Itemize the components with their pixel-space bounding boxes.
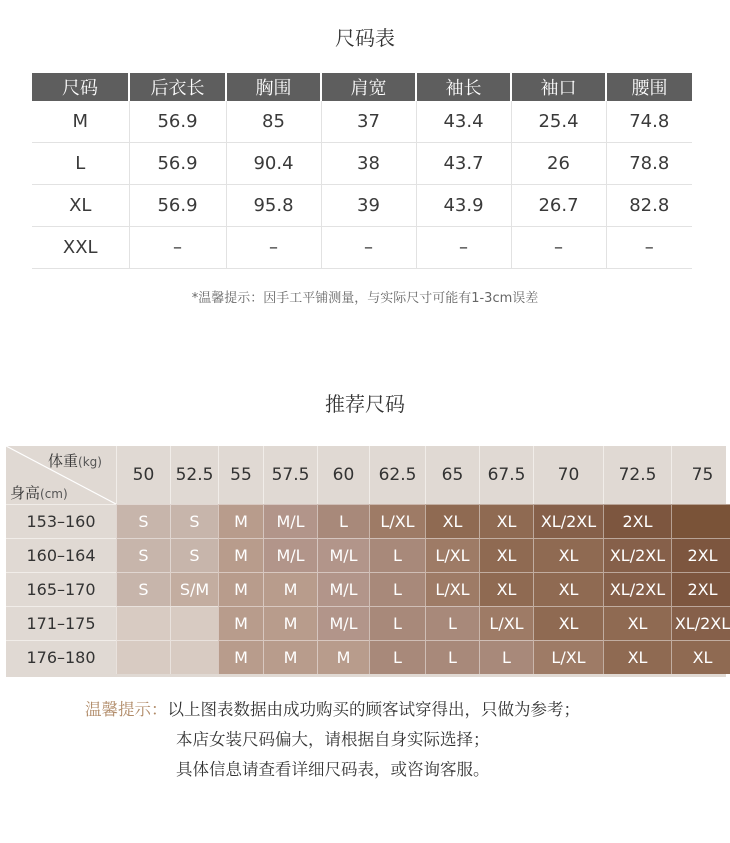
recommend-cell: L/XL (425, 538, 479, 572)
tips-line-3: 具体信息请查看详细尺码表，或咨询客服。 (176, 760, 490, 779)
recommend-cell: L (369, 572, 425, 606)
table-row (32, 143, 692, 185)
weight-header-cell: 72.5 (603, 446, 671, 504)
weight-header-cell: 50 (116, 446, 170, 504)
size-chart-header-row (32, 73, 692, 101)
weight-header-cell: 57.5 (263, 446, 317, 504)
recommend-cell: L (425, 606, 479, 640)
size-chart-table (32, 73, 692, 269)
table-cell: 85 (226, 101, 321, 143)
table-cell: – (606, 227, 692, 269)
weight-header-cell: 62.5 (369, 446, 425, 504)
recommend-cell (116, 606, 170, 640)
weight-header-cell: 52.5 (170, 446, 218, 504)
recommend-cell: M (218, 572, 263, 606)
height-header-cell: 160–164 (6, 538, 116, 572)
recommend-cell: XL (671, 640, 730, 674)
recommend-cell (116, 640, 170, 674)
table-cell: 56.9 (129, 185, 226, 227)
recommend-cell: M (263, 572, 317, 606)
recommend-cell: M/L (263, 538, 317, 572)
recommend-cell: M (218, 538, 263, 572)
recommend-cell: S/M (170, 572, 218, 606)
recommend-cell: XL (533, 572, 603, 606)
table-cell: 90.4 (226, 143, 321, 185)
recommend-cell: M (263, 606, 317, 640)
weight-label: 体重 (48, 452, 79, 470)
height-axis-label (10, 482, 68, 503)
height-label: 身高 (10, 484, 41, 502)
recommend-cell: XL (479, 572, 533, 606)
recommend-cell: XL/2XL (671, 606, 730, 640)
header-cell: 胸围 (226, 73, 321, 101)
measurement-note: *温馨提示：因手工平铺测量，与实际尺寸可能有1-3cm误差 (191, 291, 539, 306)
header-cell: 肩宽 (321, 73, 416, 101)
recommend-cell: M (218, 606, 263, 640)
recommend-cell: XL (603, 640, 671, 674)
weight-unit: (kg) (78, 455, 102, 469)
recommend-cell: 2XL (671, 572, 730, 606)
table-row (32, 101, 692, 143)
recommend-cell: XL (533, 538, 603, 572)
table-cell: 43.7 (416, 143, 511, 185)
recommend-cell (671, 504, 730, 538)
size-cell: L (32, 143, 129, 185)
recommend-cell: XL (479, 504, 533, 538)
recommend-cell: XL/2XL (533, 504, 603, 538)
header-cell: 尺码 (32, 73, 129, 101)
table-cell: – (321, 227, 416, 269)
weight-axis-label (48, 450, 102, 471)
height-header-cell: 153–160 (6, 504, 116, 538)
table-row (32, 227, 692, 269)
table-cell: – (511, 227, 606, 269)
weight-header-cell: 65 (425, 446, 479, 504)
tips-line-2: 本店女装尺码偏大，请根据自身实际选择； (176, 730, 490, 749)
weight-header-cell: 75 (671, 446, 730, 504)
tips-block (85, 695, 580, 785)
recommend-cell: M (218, 504, 263, 538)
recommend-cell: M/L (317, 606, 369, 640)
recommend-cell: XL (603, 606, 671, 640)
recommend-cell (170, 640, 218, 674)
size-chart-title: 尺码表 (335, 26, 395, 50)
table-cell: 38 (321, 143, 416, 185)
weight-header-cell: 60 (317, 446, 369, 504)
recommend-cell: 2XL (603, 504, 671, 538)
recommend-cell: L/XL (479, 606, 533, 640)
height-header-cell: 171–175 (6, 606, 116, 640)
recommend-cell: S (170, 504, 218, 538)
size-cell: XL (32, 185, 129, 227)
table-cell: 25.4 (511, 101, 606, 143)
corner-header (6, 446, 116, 504)
table-row (32, 185, 692, 227)
recommend-cell: XL/2XL (603, 572, 671, 606)
recommend-cell: M (317, 640, 369, 674)
table-cell: 74.8 (606, 101, 692, 143)
header-cell: 腰围 (606, 73, 692, 101)
height-header-cell: 176–180 (6, 640, 116, 674)
table-cell: 26.7 (511, 185, 606, 227)
header-cell: 袖口 (511, 73, 606, 101)
header-cell: 袖长 (416, 73, 511, 101)
recommend-cell: L (369, 538, 425, 572)
table-cell: 82.8 (606, 185, 692, 227)
recommend-cell: L (317, 504, 369, 538)
table-cell: 56.9 (129, 143, 226, 185)
weight-header-cell: 67.5 (479, 446, 533, 504)
header-cell: 后衣长 (129, 73, 226, 101)
recommend-cell: XL/2XL (603, 538, 671, 572)
recommend-grid (6, 446, 730, 677)
table-cell: 95.8 (226, 185, 321, 227)
table-cell: 43.4 (416, 101, 511, 143)
recommend-cell: L/XL (533, 640, 603, 674)
weight-header-cell: 55 (218, 446, 263, 504)
table-cell: 78.8 (606, 143, 692, 185)
recommend-cell: S (116, 538, 170, 572)
recommend-cell: S (170, 538, 218, 572)
recommend-cell: S (116, 504, 170, 538)
recommend-cell: L/XL (425, 572, 479, 606)
recommend-cell: L (425, 640, 479, 674)
recommend-cell: 2XL (671, 538, 730, 572)
height-unit: (cm) (40, 487, 68, 501)
size-cell: M (32, 101, 129, 143)
recommend-cell: XL (425, 504, 479, 538)
recommend-cell: S (116, 572, 170, 606)
table-cell: 56.9 (129, 101, 226, 143)
recommend-cell: M/L (317, 572, 369, 606)
table-cell: – (416, 227, 511, 269)
recommend-cell: M (263, 640, 317, 674)
table-cell: 39 (321, 185, 416, 227)
table-cell: 26 (511, 143, 606, 185)
recommend-cell: XL (479, 538, 533, 572)
weight-header-cell: 70 (533, 446, 603, 504)
recommend-cell: L/XL (369, 504, 425, 538)
recommend-cell: L (369, 640, 425, 674)
tips-text: 以上图表数据由成功购买的顾客试穿得出，只做为参考； (167, 700, 580, 719)
height-header-cell: 165–170 (6, 572, 116, 606)
table-cell: 37 (321, 101, 416, 143)
table-cell: 43.9 (416, 185, 511, 227)
recommend-cell: M/L (263, 504, 317, 538)
recommend-cell: L (369, 606, 425, 640)
tips-label: 温馨提示： (85, 700, 168, 719)
table-cell: – (226, 227, 321, 269)
recommend-cell: M (218, 640, 263, 674)
tips-line-1 (85, 695, 580, 725)
size-cell: XXL (32, 227, 129, 269)
table-cell: – (129, 227, 226, 269)
recommend-cell: M/L (317, 538, 369, 572)
recommend-cell: XL (533, 606, 603, 640)
recommend-title: 推荐尺码 (325, 392, 405, 416)
recommend-cell (170, 606, 218, 640)
recommend-cell: L (479, 640, 533, 674)
